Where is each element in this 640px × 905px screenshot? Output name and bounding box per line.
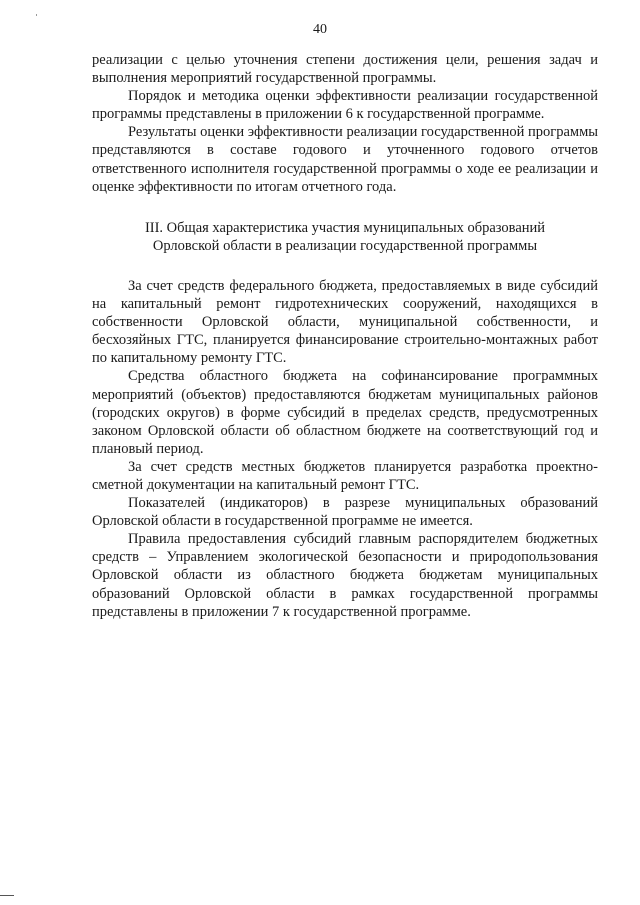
paragraph-local-budget: За счет средств местных бюджетов планируется разработка проектно-сметной документации на капитальный ремонт ГТС. <box>92 458 598 493</box>
paragraph-evaluation-results: Результаты оценки эффективности реализации государственной программы представляются в составе годового и уточненного годового отчетов ответственного исполнителя государственной программы о ходе ее реализации и оценке эффективности по итогам отчетного года. <box>92 124 598 195</box>
paragraph-federal-budget: За счет средств федерального бюджета, предоставляемых в виде субсидий на капитальный ремонт гидротехнических сооружений, находящихся в собственности Орловской области, муниципальной собственности, и бесхозяйных ГТС, планируется финансирование строительно-монтажных работ по капитальному ремонту ГТС. <box>92 277 598 367</box>
scan-artifact-dot <box>36 14 37 16</box>
paragraph-indicators: Показателей (индикаторов) в разрезе муниципальных образований Орловской области в государственной программе не имеется. <box>92 495 598 530</box>
scan-edge-mark <box>0 895 14 896</box>
section-heading <box>92 219 598 255</box>
document-body <box>92 51 598 621</box>
paragraph-regional-budget: Средства областного бюджета на софинансирование программных мероприятий (объектов) предоставляются бюджетам муниципальных районов (городских округов) в форме субсидий в пределах средств, предусмотренных законом Орловской области об областном бюджете на соответствующий год и плановый период. <box>92 368 598 457</box>
paragraph-evaluation-method: Порядок и методика оценки эффективности реализации государственной программы представлены в приложении 6 к государственной программе. <box>92 88 598 123</box>
section-heading-line-1: III. Общая характеристика участия муниципальных образований <box>144 219 546 236</box>
paragraph-continued: реализации с целью уточнения степени достижения цели, решения задач и выполнения мероприятий государственной программы. <box>92 52 598 87</box>
paragraph-subsidy-rules: Правила предоставления субсидий главным распорядителем бюджетных средств – Управлением экологической безопасности и природопользования Орловской области из областного бюджета бюджетам муниципальных образований Орловской области в рамках государственной программы представлены в приложении 7 к государственной программе. <box>92 531 598 620</box>
page-number: 40 <box>313 22 327 37</box>
section-heading-line-2: Орловской области в реализации государственной программы <box>152 237 538 254</box>
